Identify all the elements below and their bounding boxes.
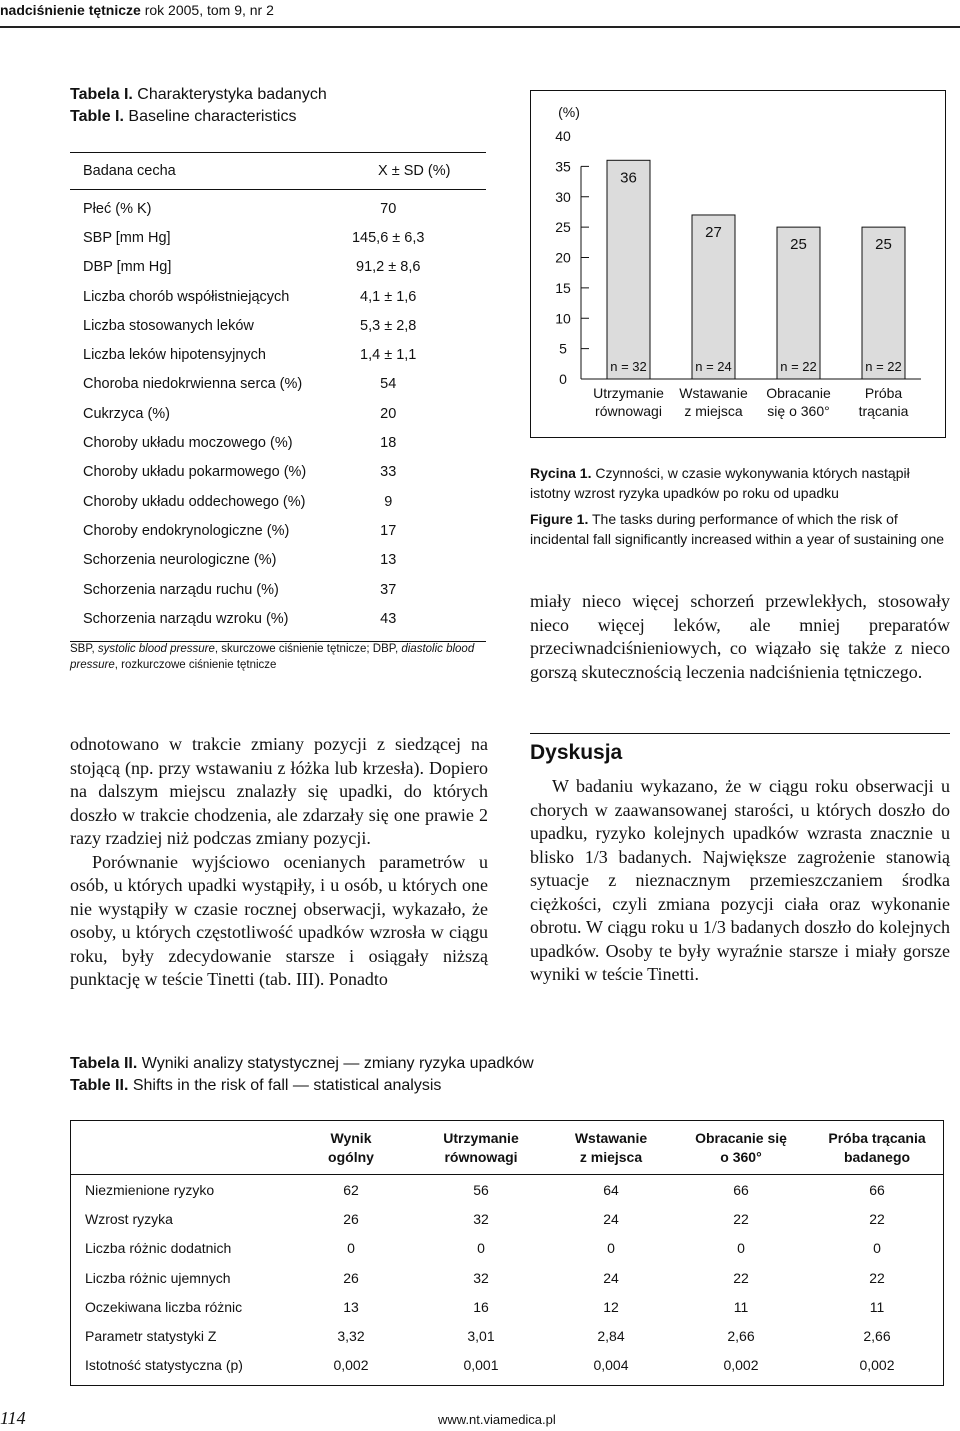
table1-caption [70,84,490,128]
y-tick-label: 40 [555,128,571,144]
table2-header-empty [71,1121,291,1175]
left-paragraph-2: Porównanie wyjściowo ocenianych parametrów u osób, u których upadki wystąpiły, i u osób, u których one nie wystąpiły w czasie rocznej obserwacji, wykazało, że osoby, u których częstotliwość upadków wzrosła w ciągu roku, były zdecydowanie starsze i osiągały niższą punktację w teście Tinetti (tab. III). Ponadto [70,851,488,989]
table1-cell-value: 37 [380,581,397,598]
table1-row [70,340,486,369]
table2-cell-value: 22 [733,1269,749,1286]
table2-row [71,1351,943,1380]
table1-row [70,282,486,311]
table2-row [71,1204,943,1233]
page-number: 114 [0,1408,26,1428]
bar-n-label: n = 24 [695,359,732,374]
figure1-chart [530,90,946,438]
bar-n-label: n = 22 [780,359,817,374]
y-tick-label: 0 [559,371,567,387]
table2-cell-label: Istotność statystyczna (p) [85,1357,243,1374]
table1-cell-label: Choroba niedokrwienna serca (%) [83,376,303,393]
table2-header-cell: Utrzymanie równowagi [411,1121,551,1175]
table1-row [70,546,486,575]
table2-header-cell: Wstawanie z miejsca [551,1121,671,1175]
table2-cell-value: 0 [873,1240,881,1257]
table2-header-cell: Obracanie się o 360° [671,1121,811,1175]
table1-caption-pl: Charakterystyka badanych [137,86,327,103]
table2-cell-value: 0,004 [593,1357,629,1374]
bar-n-label: n = 32 [610,359,647,374]
x-category-label-line1: Obracanie [766,385,831,401]
table2-caption-pl-label: Tabela II. [70,1055,138,1072]
table1 [70,152,486,642]
table1-cell-label: Choroby układu moczowego (%) [83,435,293,452]
y-tick-label: 10 [555,310,571,327]
issue-info: rok 2005, tom 9, nr 2 [144,2,274,18]
table2-cell-value: 11 [869,1298,885,1315]
figure1-caption [530,463,950,549]
table1-caption-en: Baseline characteristics [128,108,297,125]
table1-cell-label: Choroby układu pokarmowego (%) [83,464,307,481]
x-category-label-line2: z miejsca [684,403,743,419]
table1-cell-value: 91,2 ± 8,6 [356,259,421,276]
table2-cell-value: 22 [869,1269,885,1286]
y-axis-label: (%) [558,104,580,120]
table1-cell-label: SBP [mm Hg] [83,229,171,246]
y-tick-label: 15 [555,279,571,296]
table2-cell-value: 13 [343,1298,359,1315]
table1-row [70,311,486,340]
table2-cell-value: 11 [733,1298,749,1315]
table2-cell-value: 0 [477,1240,485,1257]
table2-cell-label: Liczba różnic dodatnich [85,1240,232,1257]
table2-cell-value: 66 [733,1181,749,1198]
table1-cell-value: 17 [380,522,397,539]
table2-cell-value: 0 [737,1240,745,1257]
table2-caption [70,1053,940,1097]
running-header [0,0,960,28]
table2-cell-value: 16 [473,1298,489,1315]
table2-header-cell: Próba trącania badanego [811,1121,943,1175]
x-category-label-line2: się o 360° [767,403,830,419]
footer-url: www.nt.viamedica.pl [438,1412,556,1427]
x-category-label-line2: trącania [858,403,909,419]
table2-cell-value: 0 [347,1240,355,1257]
bar-value-label: 36 [620,169,637,187]
table2-cell-value: 56 [473,1181,489,1198]
table2-cell-value: 26 [343,1210,359,1227]
figure1-text-pl: Czynności, w czasie wykonywania których nastąpił istotny wzrost ryzyka upadków po roku od upadku [530,465,910,501]
table2-cell-value: 2,66 [727,1328,755,1345]
y-tick-label: 5 [559,340,567,357]
table1-cell-label: Płeć (% K) [83,200,152,217]
table2-header-cell: Wynik ogólny [291,1121,411,1175]
table2-cell-label: Parametr statystyki Z [85,1328,217,1345]
table2-row [71,1175,943,1205]
bar-value-label: 27 [705,223,722,241]
table1-row [70,487,486,516]
table2-cell-value: 12 [603,1298,619,1315]
table1-cell-label: Schorzenia neurologiczne (%) [83,552,277,569]
table1-cell-value: 54 [380,376,397,393]
y-tick-label: 30 [555,188,571,205]
discussion-heading-block [530,733,950,774]
table2-cell-value: 62 [343,1181,359,1198]
table2-cell-value: 0,002 [723,1357,759,1374]
bar [607,160,650,379]
table1-row [70,428,486,457]
table2-cell-label: Liczba różnic ujemnych [85,1269,231,1286]
table1-cell-value: 4,1 ± 1,6 [360,288,417,305]
table2-caption-pl: Wyniki analizy statystycznej — zmiany ryzyka upadków [141,1055,534,1072]
table1-cell-value: 1,4 ± 1,1 [360,347,417,364]
figure1-label-pl: Rycina 1. [530,465,592,481]
y-tick-label: 35 [555,158,571,175]
table2-cell-value: 0 [607,1240,615,1257]
table1-cell-value: 70 [380,200,397,217]
table1-cell-label: Choroby układu oddechowego (%) [83,493,306,510]
table1-row [70,223,486,252]
table1-cell-value: 5,3 ± 2,8 [360,317,417,334]
bar-n-label: n = 22 [865,359,902,374]
table1-cell-label: Choroby endokrynologiczne (%) [83,522,290,539]
table1-row [70,370,486,399]
y-tick-label: 25 [555,219,571,236]
discussion-text [530,775,950,987]
table1-cell-value: 20 [380,405,397,422]
table1-row [70,399,486,428]
table1-cell-label: Liczba stosowanych leków [83,317,254,334]
bar-value-label: 25 [875,236,892,254]
left-paragraph-1: odnotowano w trakcie zmiany pozycji z siedzącej na stojącą (np. przy wstawaniu z łóżka lub krzesła). Dopiero na dalszym miejscu znalazły się upadki, do których doszło w trakcie chodzenia, ale zdarzały się one prawie 2 razy rzadziej niż podczas zmiany pozycji. [70,734,488,848]
table1-row [70,253,486,282]
table2-cell-value: 22 [869,1210,885,1227]
header-rule [0,26,960,28]
table1-cell-label: Schorzenia narządu wzroku (%) [83,610,289,627]
table1-row [70,604,486,641]
table1-cell-label: Liczba chorób współistniejących [83,288,290,305]
figure1-text-en: The tasks during performance of which the risk of incidental fall significantly increased within a year of sustaining one [530,511,945,547]
table2-caption-en: Shifts in the risk of fall — statistical analysis [132,1077,442,1094]
table2-row [71,1292,943,1321]
table2-cell-value: 24 [603,1210,619,1227]
table2-cell-value: 0,002 [859,1357,895,1374]
table2-cell-label: Oczekiwana liczba różnic [85,1298,243,1315]
table1-row [70,458,486,487]
x-category-label-line2: równowagi [595,403,662,419]
table2-cell-value: 66 [869,1181,885,1198]
table1-cell-value: 13 [380,552,397,569]
table2-row [71,1321,943,1350]
table1-cell-label: Liczba leków hipotensyjnych [83,347,266,364]
table2-cell-value: 2,66 [863,1328,891,1345]
table1-header-feature: Badana cecha [70,153,342,190]
table1-cell-value: 43 [380,610,397,627]
table1-cell-value: 18 [380,435,397,452]
table2-cell-value: 0,001 [463,1357,499,1374]
table2-cell-value: 32 [473,1210,489,1227]
table2-cell-value: 3,01 [467,1328,495,1345]
table1-row [70,516,486,545]
table1-cell-label: Schorzenia narządu ruchu (%) [83,581,279,598]
table2-cell-value: 2,84 [597,1328,625,1345]
journal-name: nadciśnienie tętnicze [0,2,141,18]
table2-cell-label: Niezmienione ryzyko [85,1181,215,1198]
table2-cell-value: 3,32 [337,1328,365,1345]
table2-cell-label: Wzrost ryzyka [85,1210,173,1227]
table2-cell-value: 0,002 [333,1357,369,1374]
table1-cell-value: 33 [380,464,397,481]
x-category-label-line1: Próba [864,385,903,401]
figure1-label-en: Figure 1. [530,511,589,527]
table1-cell-value: 145,6 ± 6,3 [351,229,425,246]
right-paragraph: miały nieco więcej schorzeń przewlekłych, stosowały nieco więcej leków, ale mniej preparatów przeciwnadciśnieniowych, co wiązało się także z nieco gorszą skutecznością leczenia nadciśnienia tętniczego. [530,591,950,682]
table2 [70,1120,944,1386]
table1-cell-label: DBP [mm Hg] [83,259,172,276]
table2-row [71,1263,943,1292]
table2-row [71,1234,943,1263]
table2-cell-value: 32 [473,1269,489,1286]
table2-cell-value: 64 [603,1181,619,1198]
x-category-label-line1: Utrzymanie [593,385,664,401]
table1-note: SBP, systolic blood pressure, skurczowe ciśnienie tętnicze; DBP, diastolic blood pressure, rozkurczowe ciśnienie tętnicze [70,643,475,671]
table2-cell-value: 24 [603,1269,619,1286]
table1-row [70,575,486,604]
bar-chart [531,91,945,437]
table1-caption-pl-label: Tabela I. [70,86,133,103]
table2-caption-en-label: Table II. [70,1077,129,1094]
table2-cell-value: 22 [733,1210,749,1227]
table1-row [70,190,486,224]
discussion-heading: Dyskusja [530,741,623,764]
table1-header-value: X ± SD (%) [342,153,486,190]
discussion-paragraph: W badaniu wykazano, że w ciągu roku obserwacji u chorych w zaawansowanej starości, u których doszło do upadku, ryzyko kolejnych upadków wzrasta znacznie u blisko 1/3 badanych. Największe zagrożenie stanowią sytuacje z nieznacznym przemieszczaniem środka ciężkości, czyli zmiana pozycji ciała oraz wykonanie obrotu. W ciągu roku u 1/3 badanych doszło do kolejnych upadków. Osoby te były wyraźnie starsze i miały gorsze wyniki w teście Tinetti. [530,776,950,984]
table1-caption-en-label: Table I. [70,108,124,125]
y-tick-label: 20 [555,249,571,266]
bar-value-label: 25 [790,236,807,254]
table1-cell-value: 9 [384,493,393,510]
x-category-label-line1: Wstawanie [679,385,748,401]
table1-cell-label: Cukrzyca (%) [83,405,171,422]
table2-cell-value: 26 [343,1269,359,1286]
left-column-text [70,733,488,992]
